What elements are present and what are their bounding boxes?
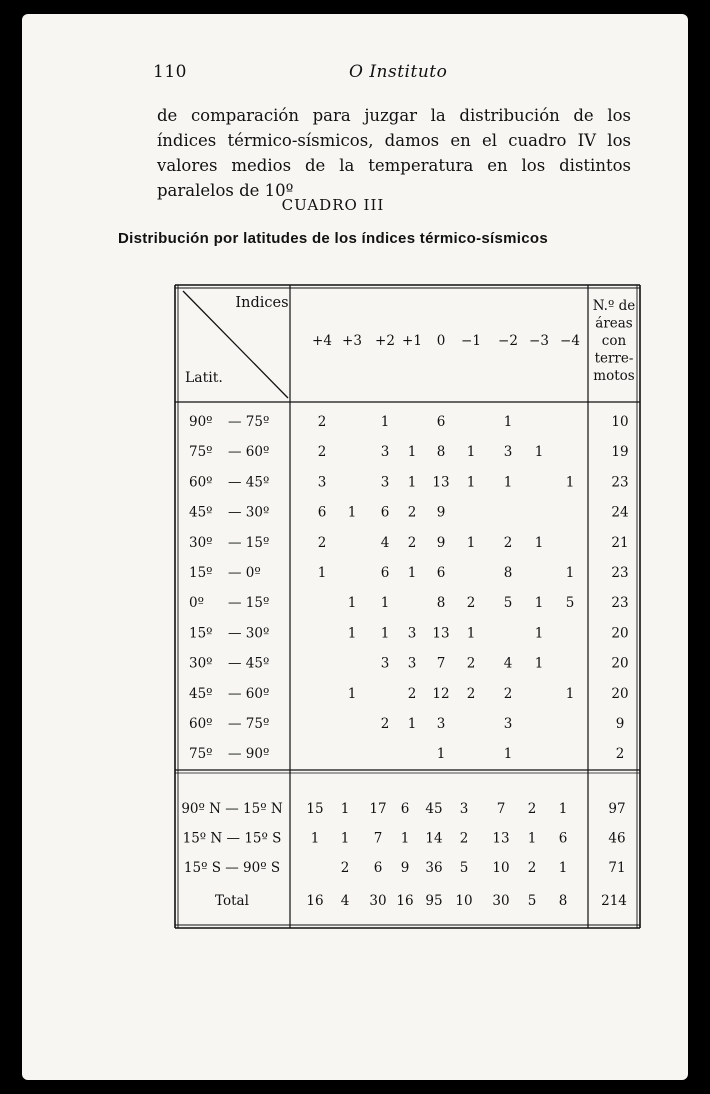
index-header-2: +2 xyxy=(375,333,395,349)
summary-row-label: 15º S — 90º S xyxy=(183,860,281,876)
table-cell: 1 xyxy=(534,655,544,672)
row-label-end: — 15º xyxy=(228,595,270,612)
row-label-start: 75º xyxy=(189,746,213,763)
table-cell: 5 xyxy=(565,595,575,612)
journal-title: O Instituto xyxy=(349,62,448,82)
row-label-start: 45º xyxy=(189,504,213,521)
index-header-0: +4 xyxy=(312,333,332,349)
summary-cell: 1 xyxy=(340,830,350,847)
summary-cell: 1 xyxy=(340,801,350,817)
summary-cell: 7 xyxy=(496,801,506,817)
table-cell: 3 xyxy=(380,444,390,461)
table-cell: 1 xyxy=(534,595,544,612)
table-cell: 1 xyxy=(466,444,476,461)
index-header-5: −1 xyxy=(461,333,481,349)
summary-cell: 1 xyxy=(310,830,320,847)
table-cell: 1 xyxy=(503,474,513,491)
table-cell: 1 xyxy=(380,414,390,430)
table-cell: 3 xyxy=(436,716,446,732)
table-cell: 13 xyxy=(432,625,450,642)
table-cell: 1 xyxy=(380,595,390,612)
row-label-start: 15º xyxy=(189,565,213,581)
summary-cell: 45 xyxy=(425,801,443,817)
summary-cell: 2 xyxy=(340,860,350,876)
summary-cell: 5 xyxy=(459,860,469,876)
summary-cell: 1 xyxy=(558,860,568,876)
table-cell: 6 xyxy=(380,504,390,521)
table-cell: 1 xyxy=(565,685,575,702)
table-cell: 1 xyxy=(503,746,513,763)
table-cell: 1 xyxy=(380,625,390,642)
table-cell: 8 xyxy=(503,565,513,581)
summary-cell: 13 xyxy=(492,830,510,847)
table-cell: 1 xyxy=(466,534,476,551)
row-label-start: 30º xyxy=(189,534,213,551)
row-total: 23 xyxy=(611,595,629,612)
row-label-end: — 75º xyxy=(228,414,270,430)
table-cell: 1 xyxy=(436,746,446,763)
index-header-3: +1 xyxy=(402,333,422,349)
row-total: 2 xyxy=(615,746,625,763)
table-cell: 1 xyxy=(565,474,575,491)
total-cell: 30 xyxy=(369,893,387,909)
row-total: 20 xyxy=(611,625,629,642)
total-cell: 8 xyxy=(558,893,568,909)
summary-cell: 15 xyxy=(306,801,324,817)
table-cell: 12 xyxy=(432,685,450,702)
index-header-6: −2 xyxy=(498,333,518,349)
summary-cell: 36 xyxy=(425,860,443,876)
intro-text: de comparación para juzgar la distribución de los índices térmico-sísmicos, damos en el cuadro IV los valores medios de la temperatura en los distintos paralelos de 10º xyxy=(157,106,631,200)
table-cell: 2 xyxy=(503,685,513,702)
table-cell: 1 xyxy=(347,685,357,702)
summary-cell: 1 xyxy=(558,801,568,817)
row-label-end: — 60º xyxy=(228,444,270,461)
table-cell: 2 xyxy=(317,414,327,430)
table-cell: 1 xyxy=(534,625,544,642)
count-header-line-2: con xyxy=(601,333,627,349)
table-cell: 4 xyxy=(503,655,513,672)
summary-cell: 2 xyxy=(527,801,537,817)
row-total: 20 xyxy=(611,655,629,672)
grand-total: 214 xyxy=(601,893,627,909)
table-cell: 9 xyxy=(436,504,446,521)
row-label-start: 0º xyxy=(189,595,204,612)
row-label-start: 15º xyxy=(189,625,213,642)
table-cell: 2 xyxy=(466,685,476,702)
table-cell: 6 xyxy=(436,565,446,581)
table-cell: 1 xyxy=(347,504,357,521)
row-total: 9 xyxy=(615,716,625,732)
row-label-end: — 90º xyxy=(228,746,270,763)
row-label-start: 60º xyxy=(189,474,213,491)
summary-cell: 7 xyxy=(373,830,383,847)
table-cell: 2 xyxy=(466,595,476,612)
summary-row-label: 90º N — 15º N xyxy=(181,801,283,817)
summary-cell: 2 xyxy=(459,830,469,847)
count-header-line-3: terre- xyxy=(594,350,634,367)
total-cell: 16 xyxy=(396,893,414,909)
total-cell: 16 xyxy=(306,893,324,909)
row-label-end: — 45º xyxy=(228,655,270,672)
table-caption: CUADRO III xyxy=(281,196,385,214)
table-cell: 8 xyxy=(436,595,446,612)
summary-cell: 6 xyxy=(400,801,410,817)
table-cell: 2 xyxy=(380,716,390,732)
index-header-7: −3 xyxy=(529,333,549,349)
table-cell: 4 xyxy=(380,534,390,551)
total-cell: 30 xyxy=(492,893,510,909)
count-header-line-0: N.º de xyxy=(592,298,636,314)
index-header-1: +3 xyxy=(342,333,362,349)
summary-row-total: 97 xyxy=(608,801,626,817)
summary-row-label: 15º N — 15º S xyxy=(182,830,282,847)
summary-cell: 10 xyxy=(492,860,510,876)
table-cell: 1 xyxy=(347,625,357,642)
table-cell: 2 xyxy=(317,534,327,551)
table-cell: 1 xyxy=(407,716,417,732)
row-total: 19 xyxy=(611,444,629,461)
row-label-start: 45º xyxy=(189,685,213,702)
corner-label-indices: Indices xyxy=(235,295,289,311)
row-total: 23 xyxy=(611,565,629,581)
table-cell: 1 xyxy=(466,474,476,491)
total-row-label: Total xyxy=(215,893,249,909)
row-label-end: — 15º xyxy=(228,534,270,551)
table-cell: 1 xyxy=(347,595,357,612)
table-cell: 6 xyxy=(317,504,327,521)
table-cell: 2 xyxy=(503,534,513,551)
row-label-end: — 75º xyxy=(228,716,270,732)
table-cell: 1 xyxy=(534,444,544,461)
table-cell: 2 xyxy=(407,534,417,551)
table-cell: 2 xyxy=(466,655,476,672)
table-cell: 9 xyxy=(436,534,446,551)
table-cell: 2 xyxy=(407,504,417,521)
row-total: 24 xyxy=(611,504,629,521)
table-cell: 3 xyxy=(317,474,327,491)
table-cell: 3 xyxy=(380,474,390,491)
summary-cell: 9 xyxy=(400,860,410,876)
table-cell: 1 xyxy=(503,414,513,430)
table-cell: 2 xyxy=(317,444,327,461)
row-label-end: — 45º xyxy=(228,474,270,491)
row-label-start: 90º xyxy=(189,414,213,430)
row-label-end: — 30º xyxy=(228,504,270,521)
row-label-end: — 60º xyxy=(228,685,270,702)
table-cell: 1 xyxy=(407,474,417,491)
summary-cell: 2 xyxy=(527,860,537,876)
total-cell: 4 xyxy=(340,893,350,909)
table-cell: 1 xyxy=(407,444,417,461)
summary-cell: 6 xyxy=(558,830,568,847)
summary-cell: 14 xyxy=(425,830,443,847)
row-label-end: — 0º xyxy=(228,565,261,581)
table-cell: 8 xyxy=(436,444,446,461)
summary-cell: 1 xyxy=(527,830,537,847)
summary-cell: 6 xyxy=(373,860,383,876)
row-label-end: — 30º xyxy=(228,625,270,642)
table-cell: 7 xyxy=(436,655,446,672)
table-cell: 3 xyxy=(503,716,513,732)
table-cell: 1 xyxy=(565,565,575,581)
corner-label-latit: Latit. xyxy=(185,370,223,386)
table-cell: 2 xyxy=(407,685,417,702)
table-cell: 5 xyxy=(503,595,513,612)
index-header-8: −4 xyxy=(560,333,580,349)
row-label-start: 75º xyxy=(189,444,213,461)
table-cell: 3 xyxy=(503,444,513,461)
row-label-start: 30º xyxy=(189,655,213,672)
row-total: 21 xyxy=(611,534,629,551)
total-cell: 5 xyxy=(527,893,537,909)
page-number: 110 xyxy=(153,62,187,82)
summary-cell: 17 xyxy=(369,801,387,817)
table-cell: 1 xyxy=(534,534,544,551)
table-cell: 1 xyxy=(407,565,417,581)
count-header-line-4: motos xyxy=(593,368,635,384)
table-cell: 3 xyxy=(407,625,417,642)
table-title: Distribución por latitudes de los índices térmico-sísmicos xyxy=(118,230,548,247)
table-cell: 6 xyxy=(436,414,446,430)
row-total: 23 xyxy=(611,474,629,491)
table-cell: 6 xyxy=(380,565,390,581)
table-cell: 3 xyxy=(380,655,390,672)
total-cell: 10 xyxy=(455,893,473,909)
row-total: 10 xyxy=(611,414,629,430)
summary-cell: 1 xyxy=(400,830,410,847)
table-cell: 1 xyxy=(317,565,327,581)
total-cell: 95 xyxy=(425,893,443,909)
summary-row-total: 71 xyxy=(608,860,626,876)
count-header-line-1: áreas xyxy=(595,315,633,332)
row-total: 20 xyxy=(611,685,629,702)
index-header-4: 0 xyxy=(436,333,446,349)
table-cell: 13 xyxy=(432,474,450,491)
table-cell: 3 xyxy=(407,655,417,672)
row-label-start: 60º xyxy=(189,716,213,732)
table-cell: 1 xyxy=(466,625,476,642)
summary-row-total: 46 xyxy=(608,830,626,847)
summary-cell: 3 xyxy=(459,801,469,817)
